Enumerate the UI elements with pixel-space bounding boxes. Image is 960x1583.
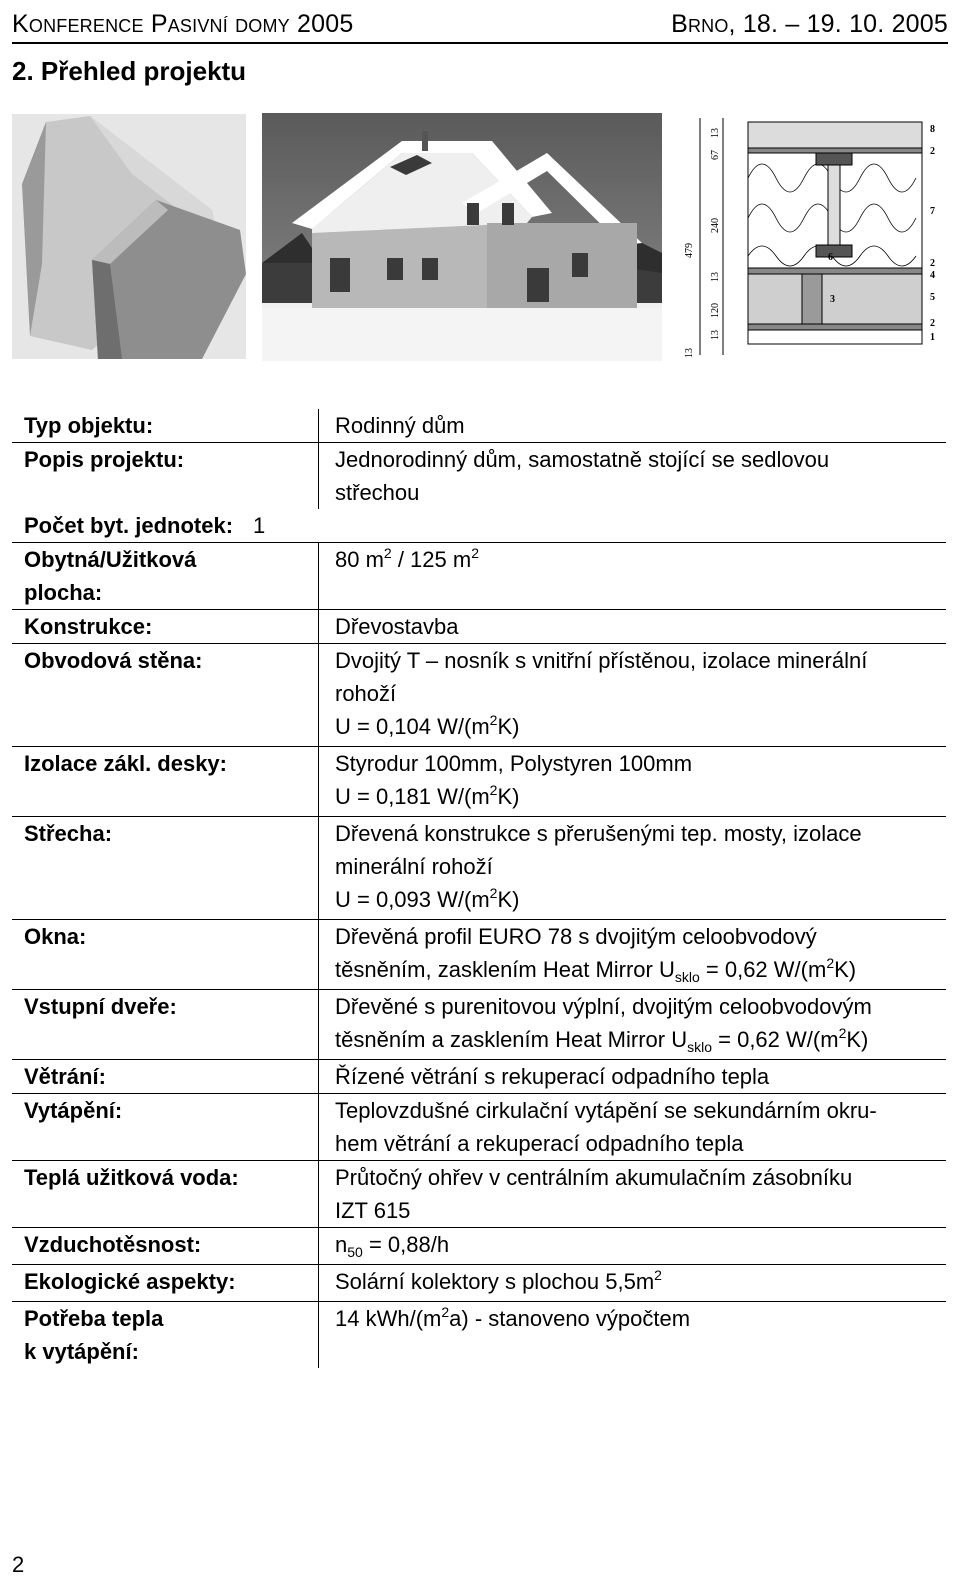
row-label: Popis projektu: [24,447,185,472]
row-value-cont: rohoží [335,681,397,706]
row-value: Řízené větrání s rekuperací odpadního tepla [335,1064,770,1089]
table-row [12,443,946,510]
svg-text:4: 4 [930,270,935,281]
row-label: Konstrukce: [24,614,153,639]
row-value-cont: těsněním a zasklením Heat Mirror $U_{sklo} = 0,62$ $W/(m^2K)$ [335,1025,869,1055]
table-row [12,990,946,1060]
row-value: Dřevostavba [335,614,459,639]
page-number: 2 [12,1552,25,1577]
svg-text:2: 2 [930,318,935,329]
svg-text:5: 5 [930,292,935,303]
row-label: Obytná/Užitková [24,547,197,572]
svg-text:13: 13 [684,348,695,358]
row-label-cont: k vytápění: [24,1339,139,1364]
row-label: Střecha: [24,821,113,846]
table-row [12,1060,946,1094]
row-label: Izolace zákl. desky: [24,751,227,776]
u-value: U = 0,093 $W/(m^2K)$ [335,885,520,912]
table-row [12,1094,946,1161]
svg-text:3: 3 [830,294,835,305]
svg-text:1: 1 [930,332,935,343]
row-value: 80 $m^2 / 125$ $m^2$ [335,545,479,572]
figure-strip [0,110,960,365]
row-value-cont: střechou [335,480,420,505]
table-row [12,1302,946,1369]
table-row [12,920,946,990]
table-row [12,543,946,610]
section-title: 2. Přehled projektu [12,56,247,86]
svg-text:67: 67 [710,150,721,160]
project-info-table [12,409,946,1368]
svg-text:2: 2 [930,258,935,269]
house-photo [262,113,662,361]
row-value: 1 [253,513,266,538]
svg-text:240: 240 [710,218,721,233]
table-row [12,644,946,747]
conference-title: Konference Pasivní domy 2005 [12,10,354,38]
row-label: Teplá užitková voda: [24,1165,239,1190]
row-value-cont: minerální rohoží [335,854,493,879]
svg-text:7: 7 [930,206,935,217]
wall-section-drawing [678,118,948,363]
u-value: U = 0,181 $W/(m^2K)$ [335,782,520,809]
row-label: Okna: [24,924,87,949]
row-value: Solární kolektory s plochou $5,5m^2$ [335,1267,662,1294]
u-value: U = 0,104 $W/(m^2K)$ [335,712,520,739]
page-header [12,6,948,44]
row-value: Styrodur 100mm, Polystyren 100mm [335,751,693,776]
row-value: Teplovzdušné cirkulační vytápění se sekundárním okru- [335,1098,877,1123]
svg-text:479: 479 [684,243,695,258]
svg-text:13: 13 [710,272,721,282]
table-row [12,610,946,644]
svg-text:13: 13 [710,330,721,340]
table-row [12,1265,946,1302]
row-value: Rodinný dům [335,413,465,438]
row-value: Průtočný ohřev v centrálním akumulačním zásobníku [335,1165,853,1190]
svg-text:6: 6 [828,252,833,263]
row-label: Vytápění: [24,1098,123,1123]
conference-date: Brno, 18. – 19. 10. 2005 [671,10,948,38]
row-label: Vstupní dveře: [24,994,177,1019]
svg-text:120: 120 [710,303,721,318]
table-row [12,817,946,920]
house-3d-render [12,114,246,359]
row-label: Ekologické aspekty: [24,1269,236,1294]
row-value-cont: IZT 615 [335,1198,411,1223]
row-label: Vzduchotěsnost: [24,1232,202,1257]
row-label: Větrání: [24,1064,106,1089]
row-value: $n_{50} = 0,88/h$ [335,1232,450,1260]
row-label: Počet byt. jednotek: [24,513,234,538]
row-label: Obvodová stěna: [24,648,203,673]
table-row [12,747,946,817]
row-label-cont: plocha: [24,580,103,605]
table-row [12,409,946,443]
row-label: Typ objektu: [24,413,154,438]
row-label: Potřeba tepla [24,1306,164,1331]
row-value-cont: těsněním, zasklením Heat Mirror $U_{sklo} = 0,62$ $W/(m^2K)$ [335,955,857,985]
row-value: 14 kWh/$(m^2a)$ - stanoveno výpočtem [335,1304,691,1331]
row-value: Dřevěné s purenitovou výplní, dvojitým celoobvodovým [335,994,872,1019]
row-value: Jednorodinný dům, samostatně stojící se sedlovou [335,447,830,472]
row-value: Dvojitý T – nosník s vnitřní přístěnou, izolace minerální [335,648,868,673]
table-row [12,1228,946,1265]
table-row [12,509,946,543]
svg-text:13: 13 [710,128,721,138]
svg-text:8: 8 [930,124,935,135]
svg-text:2: 2 [930,146,935,157]
table-row [12,1161,946,1228]
row-value: Dřevená konstrukce s přerušenými tep. mosty, izolace [335,821,862,846]
row-value-cont: hem větrání a rekuperací odpadního tepla [335,1131,744,1156]
row-value: Dřevěná profil EURO 78 s dvojitým celoobvodový [335,924,817,949]
